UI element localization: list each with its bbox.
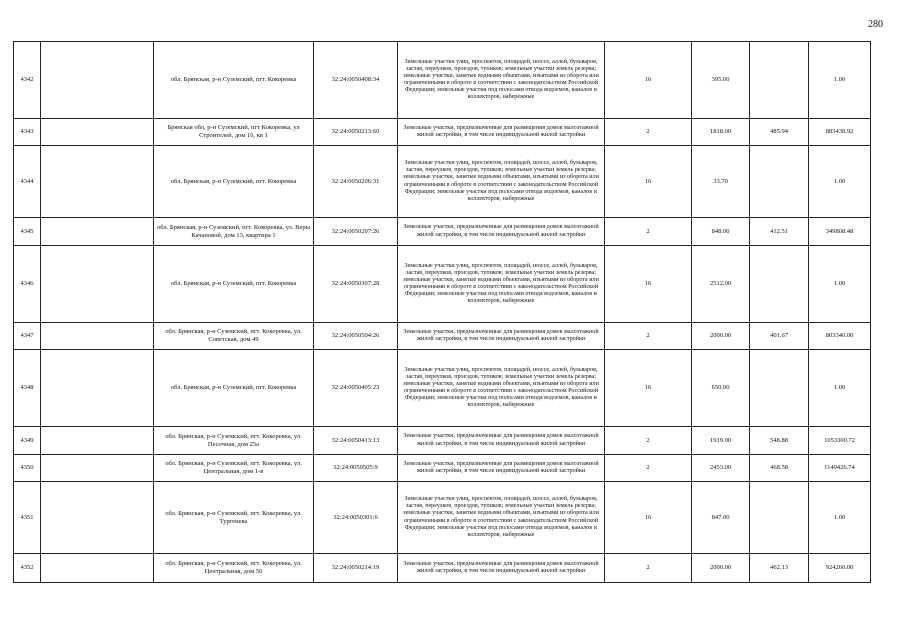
blank-cell: [41, 146, 154, 218]
table-row: [14, 455, 871, 482]
area-cell: 2453.00: [692, 455, 750, 482]
rate-cell: 401.67: [750, 323, 809, 350]
use-group-cell: 2: [605, 323, 692, 350]
blank-cell: [41, 119, 154, 146]
cadastral-number-cell: 32:24:0050405:23: [314, 350, 398, 427]
blank-cell: [41, 246, 154, 323]
rate-cell: 485.94: [750, 119, 809, 146]
use-group-cell: 2: [605, 218, 692, 246]
table-row: [14, 119, 871, 146]
row-number-cell: 4346: [14, 246, 41, 323]
table-row: [14, 482, 871, 554]
cadastral-value-cell: 803340.00: [809, 323, 871, 350]
area-cell: 1818.00: [692, 119, 750, 146]
use-group-cell: 2: [605, 455, 692, 482]
use-group-cell: 2: [605, 119, 692, 146]
cadastral-value-cell: 883438.92: [809, 119, 871, 146]
cadastral-value-cell: 1.00: [809, 246, 871, 323]
land-use-cell: Земельные участки, предназначенные для размещения домов малоэтажной жилой застройки, в том числе индивидуальной жилой застройки: [398, 554, 605, 583]
land-use-cell: Земельные участки улиц, проспектов, площадей, шоссе, аллей, бульваров, застав, переулков, проездов, тупиков; земельные участки земель резерва; земельные участки, занятые водными объектами, изъятыми из оборота или ограниченными в обороте в соответствии с законодательством Российской Федерации; земельные участки под полосами отвода водоемов, каналов и коллекторов, набережные: [398, 350, 605, 427]
blank-cell: [41, 323, 154, 350]
land-use-cell: Земельные участки улиц, проспектов, площадей, шоссе, аллей, бульваров, застав, переулков, проездов, тупиков; земельные участки земель резерва; земельные участки, занятые водными объектами, изъятыми из оборота или ограниченными в обороте в соответствии с законодательством Российской Федерации; земельные участки под полосами отвода водоемов, каналов и коллекторов, набережные: [398, 146, 605, 218]
row-number-cell: 4342: [14, 42, 41, 119]
row-number-cell: 4348: [14, 350, 41, 427]
cadastral-value-cell: 349808.48: [809, 218, 871, 246]
rate-cell: [750, 482, 809, 554]
row-number-cell: 4350: [14, 455, 41, 482]
cadastral-number-cell: 32:24:0050408:34: [314, 42, 398, 119]
area-cell: 848.00: [692, 218, 750, 246]
land-use-cell: Земельные участки улиц, проспектов, площадей, шоссе, аллей, бульваров, застав, переулков, проездов, тупиков; земельные участки земель резерва; земельные участки, занятые водными объектами, изъятыми из оборота или ограниченными в обороте в соответствии с законодательством Российской Федерации; земельные участки под полосами отвода водоемов, каналов и коллекторов, набережные: [398, 42, 605, 119]
cadastral-number-cell: 32:24:0050301:6: [314, 482, 398, 554]
blank-cell: [41, 218, 154, 246]
table-row: [14, 427, 871, 455]
blank-cell: [41, 42, 154, 119]
use-group-cell: 2: [605, 427, 692, 455]
area-cell: 2512.00: [692, 246, 750, 323]
blank-cell: [41, 455, 154, 482]
area-cell: 33.70: [692, 146, 750, 218]
address-cell: обл. Брянская, р-н Суземский, пгт. Кокоревка, ул. Тургенева: [154, 482, 314, 554]
cadastral-number-cell: 32:24:0050214:19: [314, 554, 398, 583]
cadastral-number-cell: 32:24:0050504:26: [314, 323, 398, 350]
address-cell: обл. Брянская, р-н Суземский, пгт. Кокоревка, ул. Песочная, дом 25а: [154, 427, 314, 455]
rate-cell: 462.13: [750, 554, 809, 583]
table-row: [14, 218, 871, 246]
table-row: [14, 350, 871, 427]
area-cell: 2000.00: [692, 323, 750, 350]
blank-cell: [41, 427, 154, 455]
rate-cell: [750, 350, 809, 427]
table-row: [14, 554, 871, 583]
land-use-cell: Земельные участки, предназначенные для размещения домов малоэтажной жилой застройки, в том числе индивидуальной жилой застройки: [398, 218, 605, 246]
address-cell: Брянская обл, р-н Суземский, пгт Кокоревка, ул Строителей, дом 16, кв 1: [154, 119, 314, 146]
table-body: [14, 42, 871, 583]
rate-cell: 468.58: [750, 455, 809, 482]
use-group-cell: 16: [605, 246, 692, 323]
area-cell: 650.00: [692, 350, 750, 427]
table-row: [14, 146, 871, 218]
area-cell: 847.00: [692, 482, 750, 554]
use-group-cell: 16: [605, 350, 692, 427]
address-cell: обл. Брянская, р-н Суземский, пгт. Кокоревка, ул. Центральная, дом 56: [154, 554, 314, 583]
use-group-cell: 2: [605, 554, 692, 583]
page-number: 280: [868, 19, 883, 30]
cadastral-value-cell: 1053300.72: [809, 427, 871, 455]
row-number-cell: 4349: [14, 427, 41, 455]
rate-cell: [750, 42, 809, 119]
cadastral-value-cell: 1.00: [809, 482, 871, 554]
land-use-cell: Земельные участки улиц, проспектов, площадей, шоссе, аллей, бульваров, застав, переулков, проездов, тупиков; земельные участки земель резерва; земельные участки, занятые водными объектами, изъятыми из оборота или ограниченными в обороте в соответствии с законодательством Российской Федерации; земельные участки под полосами отвода водоемов, каналов и коллекторов, набережные: [398, 246, 605, 323]
row-number-cell: 4344: [14, 146, 41, 218]
area-cell: 395.00: [692, 42, 750, 119]
address-cell: обл. Брянская, р-н Суземский, пгт. Кокоревка: [154, 42, 314, 119]
land-use-cell: Земельные участки, предназначенные для размещения домов малоэтажной жилой застройки, в том числе индивидуальной жилой застройки: [398, 455, 605, 482]
area-cell: 2000.00: [692, 554, 750, 583]
use-group-cell: 16: [605, 42, 692, 119]
blank-cell: [41, 482, 154, 554]
cadastral-number-cell: 32:24:0050505:9: [314, 455, 398, 482]
address-cell: обл. Брянская, р-н Суземский, пгт. Кокоревка, ул. Центральная, дом 1-в: [154, 455, 314, 482]
address-cell: обл. Брянская, р-н Суземский, пгт. Кокоревка, ул. Веры Качановой, дом 13, квартира 1: [154, 218, 314, 246]
land-registry-table: [13, 41, 871, 583]
cadastral-value-cell: 924260.00: [809, 554, 871, 583]
rate-cell: [750, 146, 809, 218]
table-row: [14, 42, 871, 119]
row-number-cell: 4352: [14, 554, 41, 583]
table-row: [14, 323, 871, 350]
blank-cell: [41, 350, 154, 427]
use-group-cell: 16: [605, 146, 692, 218]
cadastral-value-cell: 1.00: [809, 146, 871, 218]
use-group-cell: 16: [605, 482, 692, 554]
land-use-cell: Земельные участки, предназначенные для размещения домов малоэтажной жилой застройки, в том числе индивидуальной жилой застройки: [398, 323, 605, 350]
land-use-cell: Земельные участки улиц, проспектов, площадей, шоссе, аллей, бульваров, застав, переулков, проездов, тупиков; земельные участки земель резерва; земельные участки, занятые водными объектами, изъятыми из оборота или ограниченными в обороте в соответствии с законодательством Российской Федерации; земельные участки под полосами отвода водоемов, каналов и коллекторов, набережные: [398, 482, 605, 554]
table-row: [14, 246, 871, 323]
rate-cell: [750, 246, 809, 323]
area-cell: 1919.00: [692, 427, 750, 455]
cadastral-value-cell: 1.00: [809, 42, 871, 119]
cadastral-number-cell: 32:24:0050307:28: [314, 246, 398, 323]
rate-cell: 548.88: [750, 427, 809, 455]
row-number-cell: 4351: [14, 482, 41, 554]
cadastral-number-cell: 32:24:0050206:31: [314, 146, 398, 218]
row-number-cell: 4345: [14, 218, 41, 246]
row-number-cell: 4343: [14, 119, 41, 146]
cadastral-value-cell: 1.00: [809, 350, 871, 427]
cadastral-value-cell: 1149426.74: [809, 455, 871, 482]
row-number-cell: 4347: [14, 323, 41, 350]
cadastral-number-cell: 32:24:0050213:60: [314, 119, 398, 146]
land-use-cell: Земельные участки, предназначенные для размещения домов малоэтажной жилой застройки, в том числе индивидуальной жилой застройки: [398, 427, 605, 455]
rate-cell: 412.51: [750, 218, 809, 246]
cadastral-number-cell: 32:24:0050207:26: [314, 218, 398, 246]
cadastral-number-cell: 32:24:0050413:13: [314, 427, 398, 455]
address-cell: обл. Брянская, р-н Суземский, пгт. Кокоревка, ул. Советская, дом 49: [154, 323, 314, 350]
address-cell: обл. Брянская, р-н Суземский, пгт. Кокоревка: [154, 246, 314, 323]
blank-cell: [41, 554, 154, 583]
address-cell: обл. Брянская, р-н Суземский, пгт. Кокоревка: [154, 146, 314, 218]
address-cell: обл. Брянская, р-н Суземский, пгт. Кокоревка: [154, 350, 314, 427]
land-use-cell: Земельные участки, предназначенные для размещения домов малоэтажной жилой застройки, в том числе индивидуальной жилой застройки: [398, 119, 605, 146]
